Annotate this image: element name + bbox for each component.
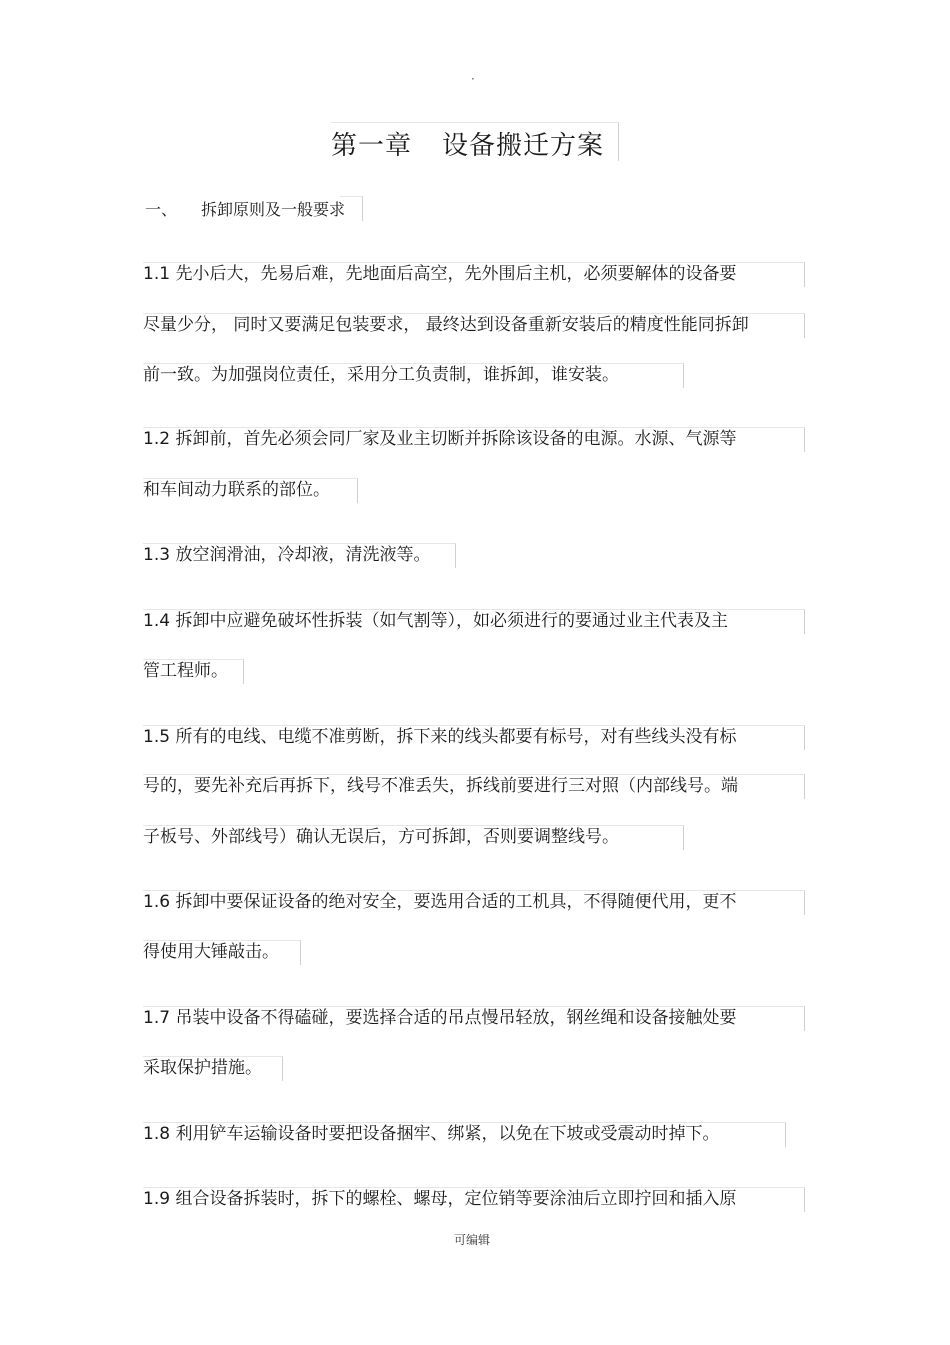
line-frame <box>143 1122 786 1147</box>
page-footer: 可编辑 <box>454 1233 491 1247</box>
text-line: 1.8 利用铲车运输设备时要把设备捆牢、绑紧，以免在下坡或受震动时掉下。 <box>143 1124 720 1144</box>
line-frame <box>143 609 805 634</box>
line-frame <box>143 659 244 684</box>
line-frame <box>143 1056 283 1081</box>
line-frame <box>143 774 805 799</box>
title-frame <box>331 122 619 161</box>
chapter-name: 设备搬迁方案 <box>442 131 605 161</box>
text-line: 号的，要先补充后再拆下，线号不准丢失，拆线前要进行三对照（内部线号。端 <box>143 776 738 796</box>
line-frame <box>143 1006 805 1031</box>
line-frame <box>143 725 805 750</box>
line-frame <box>143 427 805 452</box>
section-frame <box>340 196 363 221</box>
text-line: 管工程师。 <box>143 661 228 681</box>
text-line: 1.9 组合设备拆装时，拆下的螺栓、螺母，定位销等要涂油后立即拧回和插入原 <box>143 1189 737 1209</box>
text-line: 采取保护措施。 <box>143 1058 262 1078</box>
line-frame <box>143 543 456 568</box>
text-line: 1.6 拆卸中要保证设备的绝对安全，要选用合适的工机具，不得随便代用，更不 <box>143 892 737 912</box>
text-line: 得使用大锤敲击。 <box>143 942 279 962</box>
text-line: 尽量少分， 同时又要满足包装要求， 最终达到设备重新安装后的精度性能同拆卸 <box>143 315 749 335</box>
line-frame <box>143 825 684 850</box>
text-line: 子板号、外部线号）确认无误后，方可拆卸，否则要调整线号。 <box>143 827 619 847</box>
text-line: 1.7 吊装中设备不得磕碰，要选择合适的吊点慢吊轻放，钢丝绳和设备接触处要 <box>143 1008 737 1028</box>
header-mark: · <box>471 72 475 86</box>
line-frame <box>143 313 805 338</box>
chapter-number: 第一章 <box>331 131 413 161</box>
line-frame <box>143 478 358 503</box>
text-line: 1.2 拆卸前，首先必须会同厂家及业主切断并拆除该设备的电源。水源、气源等 <box>143 429 737 449</box>
line-frame <box>143 262 805 287</box>
line-frame <box>143 1187 805 1212</box>
text-line: 前一致。为加强岗位责任，采用分工负责制，谁拆卸，谁安装。 <box>143 365 619 385</box>
line-frame <box>143 890 805 915</box>
section-text: 拆卸原则及一般要求 <box>201 200 346 219</box>
text-line: 1.5 所有的电线、电缆不准剪断，拆下来的线头都要有标号，对有些线头没有标 <box>143 727 737 747</box>
line-frame <box>143 940 301 965</box>
text-line: 1.4 拆卸中应避免破坏性拆装（如气割等），如必须进行的要通过业主代表及主 <box>143 611 728 631</box>
text-line: 和车间动力联系的部位。 <box>143 480 330 500</box>
section-heading <box>145 197 345 220</box>
line-frame <box>143 363 684 388</box>
text-line: 1.1 先小后大，先易后难，先地面后高空，先外围后主机，必须要解体的设备要 <box>143 264 737 284</box>
section-number: 一、 <box>145 200 178 219</box>
text-line: 1.3 放空润滑油，冷却液，清洗液等。 <box>143 545 431 565</box>
